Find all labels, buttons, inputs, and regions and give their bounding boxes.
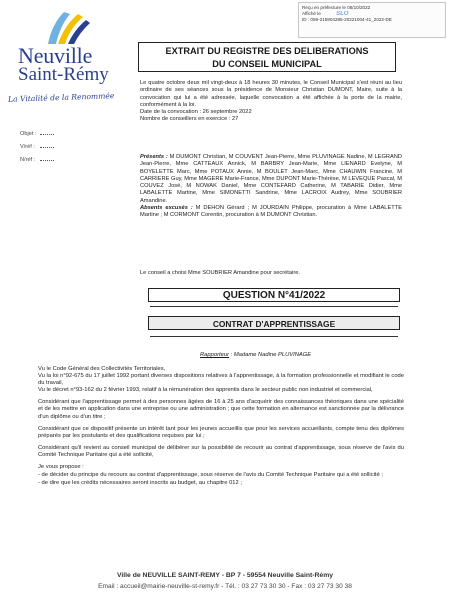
title-line1: EXTRAIT DU REGISTRE DES DELIBERATIONS — [165, 46, 369, 56]
rapporteur-line — [200, 352, 311, 358]
logo-tagline: La Vitalité de la Renommée — [7, 91, 115, 104]
stamp-slo-logo: SLO — [336, 11, 349, 18]
footer-contact: Email : accueil@mairie-neuville-st-remy.fr - Tél. : 03 27 73 30 30 - Fax : 03 27 73 30 38 — [98, 583, 352, 590]
logo-name-line1: Neuville — [18, 43, 93, 68]
question-number: QUESTION N°41/2022 — [148, 288, 400, 302]
document-title — [138, 42, 396, 72]
councillor-count: Nombre de conseillers en exercice : 27 — [140, 116, 239, 123]
proposal-item-2: - de dire que les crédits nécessaires seront inscrits au budget, au chapitre 012 ; — [38, 480, 242, 487]
intro-block — [140, 80, 402, 124]
rapporteur-label: Rapporteur — [200, 352, 230, 358]
presents-paragraph — [140, 154, 402, 205]
attendance-block — [140, 154, 402, 220]
considerant-1: Considérant que l'apprentissage permet à des personnes âgées de 16 à 25 ans d'acquérir des connaissances théoriques dans une spécialité et de les mettre en application dans une entreprise ou une administration ; que cette formation en alternance est sanctionnée par la délivrance d'un diplôme ou d'un titre ; — [38, 399, 404, 420]
intro-paragraph: Le quatre octobre deux mil vingt-deux à 18 heures 30 minutes, le Conseil Municipal s'est réuni au lieu ordinaire de ses séances sous la présidence de Monsieur Christian DUMONT, Maire, suite à la convocation qui lui a été adressée, laquelle convocation a été affichée à la porte de la mairie, conformément à la loi. — [140, 80, 402, 108]
excused-paragraph — [140, 205, 402, 220]
separator-line — [150, 336, 398, 337]
proposal-intro: Je vous propose : — [38, 464, 84, 471]
reference-labels — [20, 128, 54, 167]
logo-name-line2: Saint-Rémy — [18, 64, 109, 85]
subject-title: CONTRAT D'APPRENTISSAGE — [148, 316, 400, 330]
vref-label: V/réf : — [20, 144, 35, 150]
nref-label: N/réf : — [20, 157, 36, 163]
presents-label: Présents : — [140, 154, 168, 160]
considerant-2: Considérant que ce dispositif présente un intérêt tant pour les jeunes accueillis que pour les services accueillants, compte tenu des diplômes préparés par les postulants et des qualifications requises par lui ; — [38, 425, 404, 439]
rapporteur-name: : Madame Nadine PLUVINAGE — [229, 352, 312, 358]
stamp-id: ID : 059-215904285-20221004-41_2022-DE — [302, 17, 392, 23]
considerant-3: Considérant qu'il revient au conseil municipal de délibérer sur la possibilité de recourir au contrat d'apprentissage, sous réserve de l'avis du Comité Technique Paritaire qui a été sollicité, — [38, 444, 404, 458]
stamp-posted: Affiché le — [302, 11, 321, 17]
vu-loi: Vu la loi n°92-675 du 17 juillet 1992 portant diverses dispositions relatives à l'apprentissage, à la formation professionnelle et modifiant le code du travail, — [38, 373, 404, 387]
footer-address: Ville de NEUVILLE SAINT-REMY - BP 7 - 59554 Neuville Saint-Rémy — [116, 572, 334, 579]
separator-line — [150, 306, 398, 307]
proposal-item-1: - de décider du principe du recours au contrat d'apprentissage, sous réserve de l'avis du Comité Technique Paritaire qui a été sollicité ; — [38, 472, 383, 479]
stamp-received: Reçu en préfecture le 06/10/2022 — [302, 5, 371, 10]
convocation-date: Date de la convocation : 26 septembre 2022 — [140, 109, 252, 116]
excused-list: M DEHON Gérard ; M JOURDAIN Philippe, procuration à Mme LABALETTE Martine ; M CORMONT Corentin, procuration à M DUMONT Christian. — [140, 205, 402, 219]
objet-label: Objet : — [20, 131, 37, 137]
vu-decret: Vu le décret n°93-162 du 2 février 1993, relatif à la rémunération des apprentis dans le secteur public non industriel et commercial, — [38, 387, 373, 394]
vu-code: Vu le Code Général des Collectivités Territoriales, — [38, 366, 166, 372]
secretary-line: Le conseil a choisi Mme SOUBRIER Amandine pour secrétaire. — [140, 270, 300, 276]
deliberation-body — [38, 366, 404, 492]
title-line2: DU CONSEIL MUNICIPAL — [212, 59, 322, 69]
presents-list: M DUMONT Christian, M COUVENT Jean-Pierre, Mme PLUVINAGE Nadine, M LEGRAND Jean-Pierre, Mme CATTEAUX Annick, M BARBRY Jean-Marie, Mme LIENARD Evelyne, M BOYELETTE Marc, Mme POTAUX Annie, M BOULET Jean-Marc, Mme CHAUWIN Francine, M CARRIERE Guy, Mme MAGERE Marie-France, Mme DUPONT Marie-Thérèse, M LEVEQUE Pascal, M COUVEZ José, M NOWAK Daniel, Mme CONTEFARD Catherine, M TABARIE Didier, Mme LABALETTE Martine, Mme SIMONETTI Sandrine, Mme LACROIX Audrey, Mme SOUBRIER Amandine. — [140, 154, 402, 204]
prefecture-stamp — [298, 2, 446, 38]
excused-label: Absents excusés : — [140, 205, 193, 212]
